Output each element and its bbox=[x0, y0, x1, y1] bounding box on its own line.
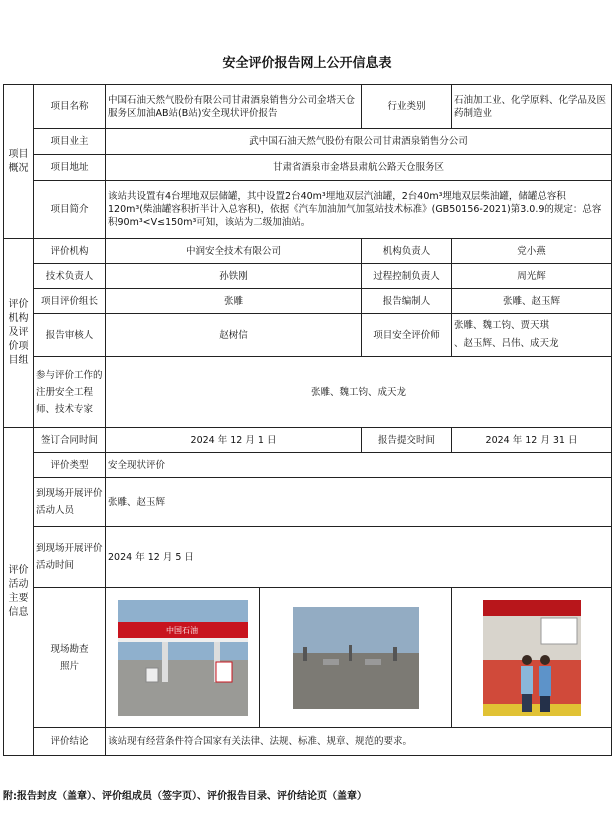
writer-label: 报告编制人 bbox=[362, 289, 452, 314]
submit-time-label: 报告提交时间 bbox=[362, 428, 452, 453]
submit-time: 2024 年 12 月 31 日 bbox=[452, 428, 612, 453]
reviewer: 赵树信 bbox=[106, 314, 362, 357]
assessors bbox=[452, 314, 612, 357]
project-name: 中国石油天然气股份有限公司甘肃酒泉销售分公司金塔天仓服务区加油AB站(B站)安全现状评价报告 bbox=[106, 85, 362, 129]
engineers: 张雕、魏工钧、成天龙 bbox=[106, 357, 612, 428]
summary: 该站共设置有4台埋地双层储罐，其中设置2台40m³埋地双层汽油罐，2台40m³埋地双层柴油罐，储罐总容积120m³(柴油罐容积折半计入总容积)，依据《汽车加油加气加氢站技术标准》(GB50156-2021)第3.0.9的规定：总容积90m³<V≤150m³可知，该站为二级加油站。 bbox=[106, 181, 612, 239]
assessors-line2: 、赵玉辉、吕伟、成天龙 bbox=[454, 338, 559, 349]
category-activity: 评价活动主要信息 bbox=[4, 428, 34, 756]
staff-label: 到现场开展评价活动人员 bbox=[34, 478, 106, 527]
photo-cell-2 bbox=[260, 588, 452, 728]
agency-label: 评价机构 bbox=[34, 239, 106, 264]
canopy-sign: 中国石油 bbox=[165, 625, 198, 635]
site-time-label: 到现场开展评价活动时间 bbox=[34, 527, 106, 588]
owner: 武中国石油天然气股份有限公司甘肃酒泉销售分公司 bbox=[106, 129, 612, 155]
reviewer-label: 报告审核人 bbox=[34, 314, 106, 357]
type-label: 评价类型 bbox=[34, 453, 106, 478]
leader-label: 项目评价组长 bbox=[34, 289, 106, 314]
conclusion-label: 评价结论 bbox=[34, 728, 106, 756]
agency-head: 党小燕 bbox=[452, 239, 612, 264]
assessors-line1: 张雕、魏工钧、贾天琪 bbox=[454, 320, 550, 331]
writer: 张雕、赵玉辉 bbox=[452, 289, 612, 314]
gas-station-photo bbox=[118, 600, 248, 716]
tech-head: 孙铁刚 bbox=[106, 264, 362, 289]
project-name-label: 项目名称 bbox=[34, 85, 106, 129]
conclusion: 该站现有经营条件符合国家有关法律、法规、标准、规章、规范的要求。 bbox=[106, 728, 612, 756]
photos-label: 现场勘查照片 bbox=[34, 588, 106, 728]
page-title: 安全评价报告网上公开信息表 bbox=[222, 56, 392, 71]
address-label: 项目地址 bbox=[34, 155, 106, 181]
agency: 中润安全技术有限公司 bbox=[106, 239, 362, 264]
owner-label: 项目业主 bbox=[34, 129, 106, 155]
category-overview: 项目概况 bbox=[4, 85, 34, 239]
contract-time-label: 签订合同时间 bbox=[34, 428, 106, 453]
site-time: 2024 年 12 月 5 日 bbox=[106, 527, 612, 588]
staff: 张雕、赵玉辉 bbox=[106, 478, 612, 527]
tank-area-photo bbox=[293, 607, 419, 709]
photo-cell-1 bbox=[106, 588, 260, 728]
process-head: 周光辉 bbox=[452, 264, 612, 289]
staff-photo bbox=[483, 600, 581, 716]
process-head-label: 过程控制负责人 bbox=[362, 264, 452, 289]
photo-cell-3 bbox=[452, 588, 612, 728]
address: 甘肃省酒泉市金塔县肃航公路天仓服务区 bbox=[106, 155, 612, 181]
summary-label: 项目简介 bbox=[34, 181, 106, 239]
assessor-label: 项目安全评价师 bbox=[362, 314, 452, 357]
category-team: 评价机构及评价项目组 bbox=[4, 239, 34, 428]
contract-time: 2024 年 12 月 1 日 bbox=[106, 428, 362, 453]
type: 安全现状评价 bbox=[106, 453, 612, 478]
agency-head-label: 机构负责人 bbox=[362, 239, 452, 264]
info-table bbox=[3, 84, 612, 756]
leader: 张雕 bbox=[106, 289, 362, 314]
tech-head-label: 技术负责人 bbox=[34, 264, 106, 289]
industry-label: 行业类别 bbox=[362, 85, 452, 129]
engineers-label: 参与评价工作的注册安全工程师、技术专家 bbox=[34, 357, 106, 428]
footer-note: 附:报告封皮（盖章）、评价组成员（签字页）、评价报告目录、评价结论页（盖章） bbox=[3, 791, 367, 802]
industry: 石油加工业、化学原料、化学品及医药制造业 bbox=[452, 85, 612, 129]
